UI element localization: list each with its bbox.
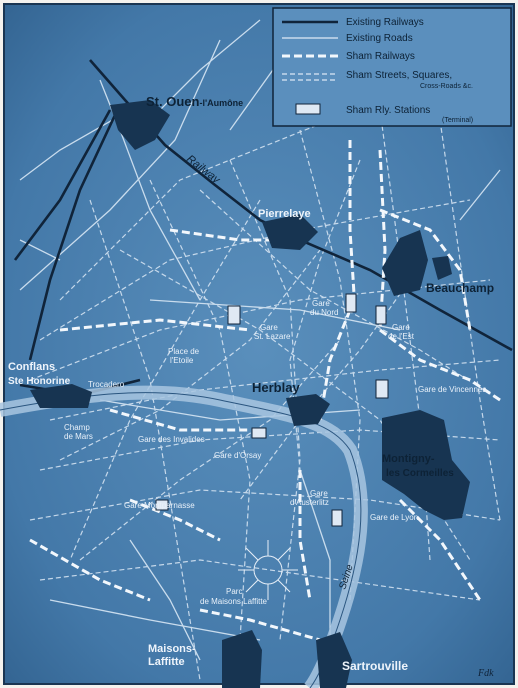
legend-sham-streets-sub: Cross-Roads &c. [420, 83, 473, 90]
railway-label: Railway [184, 152, 222, 187]
gare-st-lazare-label: Gare [260, 323, 278, 332]
parc-label-2: de Maisons Laffitte [200, 597, 268, 606]
pierrelaye-label: Pierrelaye [258, 208, 311, 220]
herblay-label: Herblay [252, 380, 300, 395]
champ-de-mars-label: Champ [64, 423, 90, 432]
legend [273, 8, 511, 126]
gare-invalides-label: Gare des Invalides [138, 435, 205, 444]
gare-austerlitz-label: Gare [310, 489, 328, 498]
conflans-label-2: Ste Honorine [8, 376, 71, 387]
gare-austerlitz-label-2: d'Austerlitz [290, 498, 329, 507]
legend-sham-streets: Sham Streets, Squares, [346, 70, 453, 81]
artist-signature: Fdk [478, 668, 494, 679]
gare-est-label: Gare [392, 323, 410, 332]
beauchamp-label: Beauchamp [426, 281, 495, 295]
legend-existing-railways: Existing Railways [346, 17, 424, 28]
trocadero-label: Trocadero [88, 380, 125, 389]
montigny-label-1: Montigny- [382, 453, 435, 465]
montigny-label-2: les Cormeilles [386, 468, 454, 479]
conflans-label-1: Conflans [8, 361, 56, 373]
gare-orsay-label: Gare d'Orsay [214, 451, 262, 460]
sartrouville-label: Sartrouville [342, 659, 409, 673]
gare-montparnasse-label: Gare Montparnasse [124, 501, 195, 510]
maisons-block [222, 630, 262, 688]
gare-vincennes-label: Gare de Vincennes [418, 385, 487, 394]
legend-sham-stations-sub: (Terminal) [442, 117, 474, 124]
maisons-label-1: Maisons- [148, 643, 196, 655]
parc-label: Parc [226, 587, 243, 596]
maisons-label-2: Laffitte [148, 656, 185, 668]
legend-sham-stations-swatch [296, 104, 320, 114]
place-etoile-label: Place de [168, 347, 200, 356]
st-ouen-label: St. Ouen-l'Aumône [146, 94, 244, 109]
place-etoile-label-2: l'Etoile [170, 356, 194, 365]
gare-lyon-label: Gare de Lyon [370, 513, 419, 522]
legend-sham-stations: Sham Rly. Stations [346, 105, 431, 116]
legend-existing-roads: Existing Roads [346, 33, 413, 44]
gare-du-nord-label-2: du Nord [310, 308, 339, 317]
gare-st-lazare-label-2: St. Lazare [254, 332, 291, 341]
gare-est-label-2: de l'Est [388, 332, 414, 341]
gare-du-nord-label: Gare [312, 299, 330, 308]
champ-de-mars-label-2: de Mars [64, 432, 93, 441]
river-label: Seine [337, 563, 356, 591]
legend-sham-railways: Sham Railways [346, 51, 415, 62]
